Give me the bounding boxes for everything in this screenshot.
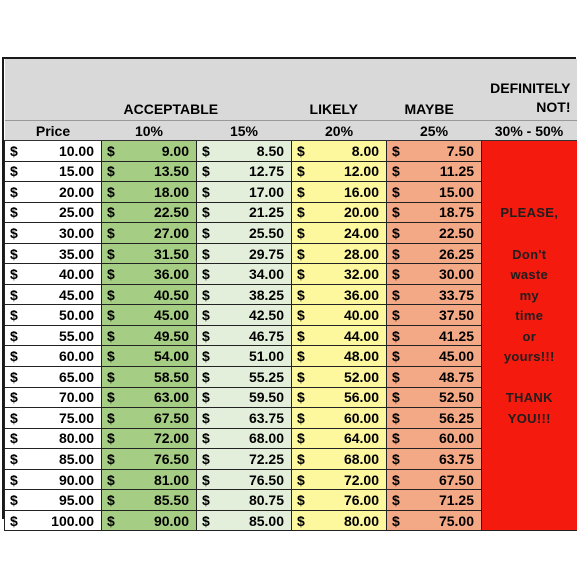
acceptable-10-currency: $ (102, 284, 123, 305)
maybe-25-value: 71.25 (408, 490, 482, 511)
price-currency: $ (5, 223, 26, 244)
definitely-not-cell (482, 510, 577, 531)
likely-20-value: 68.00 (313, 449, 387, 470)
acceptable-15-currency: $ (197, 510, 218, 531)
acceptable-10-value: 9.00 (123, 141, 197, 162)
acceptable-15-currency: $ (197, 469, 218, 490)
acceptable-10-value: 63.00 (123, 387, 197, 408)
price-currency: $ (5, 264, 26, 285)
likely-20-value: 56.00 (313, 387, 387, 408)
price-value: 95.00 (26, 490, 102, 511)
definitely-not-message: PLEASE, (500, 205, 559, 221)
table-row (5, 223, 577, 244)
maybe-25-value: 26.25 (408, 243, 482, 264)
likely-20-value: 72.00 (313, 469, 387, 490)
likely-20-value: 16.00 (313, 182, 387, 203)
maybe-25-currency: $ (387, 141, 408, 162)
definitely-not-cell (482, 243, 577, 264)
definitely-not-cell (482, 428, 577, 449)
price-currency: $ (5, 490, 26, 511)
price-value: 85.00 (26, 449, 102, 470)
price-value: 15.00 (26, 161, 102, 182)
acceptable-10-value: 31.50 (123, 243, 197, 264)
acceptable-10-value: 67.50 (123, 408, 197, 429)
price-currency: $ (5, 449, 26, 470)
likely-20-currency: $ (292, 387, 313, 408)
acceptable-10-value: 22.50 (123, 202, 197, 223)
maybe-25-currency: $ (387, 408, 408, 429)
acceptable-10-value: 81.00 (123, 469, 197, 490)
acceptable-10-value: 36.00 (123, 264, 197, 285)
definitely-not-cell (482, 141, 577, 162)
maybe-25-value: 60.00 (408, 428, 482, 449)
likely-20-currency: $ (292, 243, 313, 264)
likely-20-value: 28.00 (313, 243, 387, 264)
price-value: 40.00 (26, 264, 102, 285)
price-currency: $ (5, 346, 26, 367)
acceptable-10-value: 45.00 (123, 305, 197, 326)
price-value: 65.00 (26, 367, 102, 388)
definitely-header-line2: NOT! (536, 99, 571, 115)
likely-20-currency: $ (292, 264, 313, 285)
acceptable-15-currency: $ (197, 325, 218, 346)
likely-20-currency: $ (292, 141, 313, 162)
acceptable-10-currency: $ (102, 449, 123, 470)
acceptable-10-value: 90.00 (123, 510, 197, 531)
acceptable-15-value: 21.25 (218, 202, 292, 223)
acceptable-15-currency: $ (197, 387, 218, 408)
likely-20-value: 32.00 (313, 264, 387, 285)
maybe-25-value: 15.00 (408, 182, 482, 203)
maybe-25-currency: $ (387, 510, 408, 531)
table-row (5, 325, 577, 346)
acceptable-15-value: 76.50 (218, 469, 292, 490)
acceptable-15-value: 34.00 (218, 264, 292, 285)
likely-20-value: 36.00 (313, 284, 387, 305)
price-value: 60.00 (26, 346, 102, 367)
definitely-not-cell (482, 223, 577, 244)
maybe-25-value: 18.75 (408, 202, 482, 223)
table-row (5, 449, 577, 470)
likely-20-value: 24.00 (313, 223, 387, 244)
definitely-not-cell (482, 161, 577, 182)
acceptable-15-value: 12.75 (218, 161, 292, 182)
acceptable-15-currency: $ (197, 346, 218, 367)
acceptable-15-value: 46.75 (218, 325, 292, 346)
maybe-25-value: 41.25 (408, 325, 482, 346)
definitely-not-cell (482, 325, 577, 346)
acceptable-header: ACCEPTABLE (102, 59, 292, 121)
price-currency: $ (5, 428, 26, 449)
likely-20-value: 8.00 (313, 141, 387, 162)
acceptable-15-currency: $ (197, 490, 218, 511)
definitely-not-message: THANK (505, 390, 553, 406)
price-value: 30.00 (26, 223, 102, 244)
acceptable-10-value: 49.50 (123, 325, 197, 346)
maybe-25-currency: $ (387, 284, 408, 305)
percent-header-row (5, 121, 577, 141)
likely-20-value: 60.00 (313, 408, 387, 429)
table-row (5, 408, 577, 429)
acceptable-15-currency: $ (197, 264, 218, 285)
acceptable-10-value: 40.50 (123, 284, 197, 305)
offer-table (4, 59, 577, 531)
definitely-not-cell (482, 202, 577, 223)
table-row (5, 243, 577, 264)
acceptable-10-currency: $ (102, 264, 123, 285)
maybe-25-currency: $ (387, 387, 408, 408)
acceptable-10-value: 76.50 (123, 449, 197, 470)
acceptable-10-currency: $ (102, 243, 123, 264)
maybe-25-value: 45.00 (408, 346, 482, 367)
maybe-25-currency: $ (387, 243, 408, 264)
definitely-header-line1: DEFINITELY (490, 80, 571, 96)
likely-20-currency: $ (292, 469, 313, 490)
acceptable-10-currency: $ (102, 490, 123, 511)
definitely-not-cell (482, 387, 577, 408)
acceptable-15-value: 55.25 (218, 367, 292, 388)
table-row (5, 428, 577, 449)
price-value: 100.00 (26, 510, 102, 531)
maybe-25-currency: $ (387, 223, 408, 244)
price-value: 90.00 (26, 469, 102, 490)
likely-20-currency: $ (292, 284, 313, 305)
maybe-25-value: 30.00 (408, 264, 482, 285)
pct20-header: 20% (292, 121, 387, 141)
likely-20-currency: $ (292, 346, 313, 367)
acceptable-15-value: 85.00 (218, 510, 292, 531)
price-currency: $ (5, 284, 26, 305)
acceptable-10-currency: $ (102, 141, 123, 162)
acceptable-10-currency: $ (102, 408, 123, 429)
likely-20-value: 80.00 (313, 510, 387, 531)
price-currency: $ (5, 408, 26, 429)
definitely-not-cell (482, 408, 577, 429)
table-row (5, 346, 577, 367)
maybe-25-value: 33.75 (408, 284, 482, 305)
acceptable-15-value: 72.25 (218, 449, 292, 470)
price-value: 20.00 (26, 182, 102, 203)
table-row (5, 387, 577, 408)
price-currency: $ (5, 202, 26, 223)
acceptable-15-currency: $ (197, 243, 218, 264)
price-value: 55.00 (26, 325, 102, 346)
likely-20-currency: $ (292, 510, 313, 531)
acceptable-10-currency: $ (102, 305, 123, 326)
acceptable-15-value: 17.00 (218, 182, 292, 203)
table-row (5, 202, 577, 223)
likely-20-value: 76.00 (313, 490, 387, 511)
likely-20-currency: $ (292, 449, 313, 470)
price-value: 35.00 (26, 243, 102, 264)
acceptable-15-value: 51.00 (218, 346, 292, 367)
acceptable-10-currency: $ (102, 202, 123, 223)
acceptable-10-value: 58.50 (123, 367, 197, 388)
acceptable-15-value: 8.50 (218, 141, 292, 162)
definitely-not-cell (482, 449, 577, 470)
acceptable-10-value: 72.00 (123, 428, 197, 449)
likely-20-currency: $ (292, 428, 313, 449)
table-row (5, 161, 577, 182)
acceptable-10-value: 27.00 (123, 223, 197, 244)
definitely-not-message: Don't (512, 246, 547, 262)
table-row (5, 284, 577, 305)
price-currency: $ (5, 510, 26, 531)
definitely-not-cell (482, 264, 577, 285)
acceptable-15-currency: $ (197, 284, 218, 305)
acceptable-15-currency: $ (197, 449, 218, 470)
likely-20-value: 12.00 (313, 161, 387, 182)
acceptable-10-value: 13.50 (123, 161, 197, 182)
price-value: 10.00 (26, 141, 102, 162)
maybe-25-value: 52.50 (408, 387, 482, 408)
pct25-header: 25% (387, 121, 482, 141)
acceptable-15-currency: $ (197, 141, 218, 162)
table-row (5, 141, 577, 162)
likely-20-currency: $ (292, 490, 313, 511)
pct10-header: 10% (102, 121, 197, 141)
definitely-not-cell (482, 305, 577, 326)
definitely-not-message: YOU!!! (507, 410, 551, 426)
table-row (5, 367, 577, 388)
acceptable-15-currency: $ (197, 367, 218, 388)
maybe-25-currency: $ (387, 469, 408, 490)
maybe-25-currency: $ (387, 305, 408, 326)
acceptable-10-currency: $ (102, 469, 123, 490)
acceptable-15-currency: $ (197, 223, 218, 244)
maybe-25-value: 48.75 (408, 367, 482, 388)
likely-20-value: 52.00 (313, 367, 387, 388)
definitely-not-message: my (519, 287, 539, 303)
acceptable-10-currency: $ (102, 428, 123, 449)
table-row (5, 469, 577, 490)
acceptable-10-currency: $ (102, 182, 123, 203)
maybe-25-currency: $ (387, 490, 408, 511)
likely-20-currency: $ (292, 202, 313, 223)
definitely-not-cell (482, 367, 577, 388)
acceptable-10-currency: $ (102, 325, 123, 346)
table-row (5, 510, 577, 531)
definitely-not-cell (482, 469, 577, 490)
likely-20-currency: $ (292, 182, 313, 203)
definitely-not-cell (482, 346, 577, 367)
maybe-25-value: 37.50 (408, 305, 482, 326)
table-row (5, 305, 577, 326)
acceptable-15-value: 63.75 (218, 408, 292, 429)
maybe-25-currency: $ (387, 161, 408, 182)
pct15-header: 15% (197, 121, 292, 141)
maybe-25-currency: $ (387, 449, 408, 470)
acceptable-15-currency: $ (197, 161, 218, 182)
acceptable-10-currency: $ (102, 161, 123, 182)
pct30-50-header: 30% - 50% (482, 121, 577, 141)
acceptable-15-currency: $ (197, 408, 218, 429)
price-value: 75.00 (26, 408, 102, 429)
likely-20-value: 64.00 (313, 428, 387, 449)
maybe-25-value: 22.50 (408, 223, 482, 244)
table-row (5, 182, 577, 203)
acceptable-10-value: 85.50 (123, 490, 197, 511)
price-value: 80.00 (26, 428, 102, 449)
acceptable-10-currency: $ (102, 223, 123, 244)
price-currency: $ (5, 305, 26, 326)
maybe-25-currency: $ (387, 264, 408, 285)
price-offer-sheet (2, 57, 576, 529)
acceptable-10-value: 18.00 (123, 182, 197, 203)
maybe-25-currency: $ (387, 367, 408, 388)
likely-header: LIKELY (292, 59, 387, 121)
acceptable-15-value: 68.00 (218, 428, 292, 449)
definitely-not-header (482, 59, 577, 121)
acceptable-15-value: 42.50 (218, 305, 292, 326)
maybe-25-currency: $ (387, 428, 408, 449)
price-currency: $ (5, 243, 26, 264)
table-row (5, 490, 577, 511)
maybe-25-value: 11.25 (408, 161, 482, 182)
maybe-25-value: 56.25 (408, 408, 482, 429)
maybe-25-currency: $ (387, 346, 408, 367)
acceptable-15-value: 29.75 (218, 243, 292, 264)
definitely-not-cell (482, 490, 577, 511)
likely-20-currency: $ (292, 408, 313, 429)
acceptable-15-currency: $ (197, 428, 218, 449)
maybe-25-currency: $ (387, 325, 408, 346)
acceptable-15-currency: $ (197, 182, 218, 203)
acceptable-15-value: 38.25 (218, 284, 292, 305)
likely-20-value: 20.00 (313, 202, 387, 223)
price-currency: $ (5, 469, 26, 490)
price-header: Price (5, 121, 102, 141)
price-currency: $ (5, 182, 26, 203)
definitely-not-message: or (522, 328, 537, 344)
definitely-not-message: waste (510, 267, 549, 283)
acceptable-10-currency: $ (102, 346, 123, 367)
definitely-not-message: time (515, 308, 544, 324)
price-value: 45.00 (26, 284, 102, 305)
price-currency: $ (5, 161, 26, 182)
likely-20-value: 40.00 (313, 305, 387, 326)
acceptable-15-currency: $ (197, 202, 218, 223)
acceptable-10-currency: $ (102, 510, 123, 531)
acceptable-15-value: 59.50 (218, 387, 292, 408)
price-currency: $ (5, 387, 26, 408)
maybe-25-value: 75.00 (408, 510, 482, 531)
maybe-header: MAYBE (387, 59, 482, 121)
acceptable-10-value: 54.00 (123, 346, 197, 367)
price-value: 70.00 (26, 387, 102, 408)
definitely-not-cell (482, 182, 577, 203)
price-currency: $ (5, 141, 26, 162)
price-value: 25.00 (26, 202, 102, 223)
maybe-25-value: 63.75 (408, 449, 482, 470)
likely-20-currency: $ (292, 223, 313, 244)
acceptable-15-value: 80.75 (218, 490, 292, 511)
definitely-not-cell (482, 284, 577, 305)
table-row (5, 264, 577, 285)
likely-20-currency: $ (292, 305, 313, 326)
price-value: 50.00 (26, 305, 102, 326)
category-header-row (5, 59, 577, 121)
maybe-25-currency: $ (387, 202, 408, 223)
definitely-not-message: yours!!! (503, 349, 555, 365)
maybe-25-value: 67.50 (408, 469, 482, 490)
acceptable-15-currency: $ (197, 305, 218, 326)
likely-20-currency: $ (292, 325, 313, 346)
acceptable-15-value: 25.50 (218, 223, 292, 244)
maybe-25-value: 7.50 (408, 141, 482, 162)
table-body (5, 141, 577, 531)
likely-20-currency: $ (292, 161, 313, 182)
acceptable-10-currency: $ (102, 367, 123, 388)
likely-20-currency: $ (292, 367, 313, 388)
likely-20-value: 48.00 (313, 346, 387, 367)
maybe-25-currency: $ (387, 182, 408, 203)
likely-20-value: 44.00 (313, 325, 387, 346)
price-currency: $ (5, 367, 26, 388)
price-currency: $ (5, 325, 26, 346)
acceptable-10-currency: $ (102, 387, 123, 408)
